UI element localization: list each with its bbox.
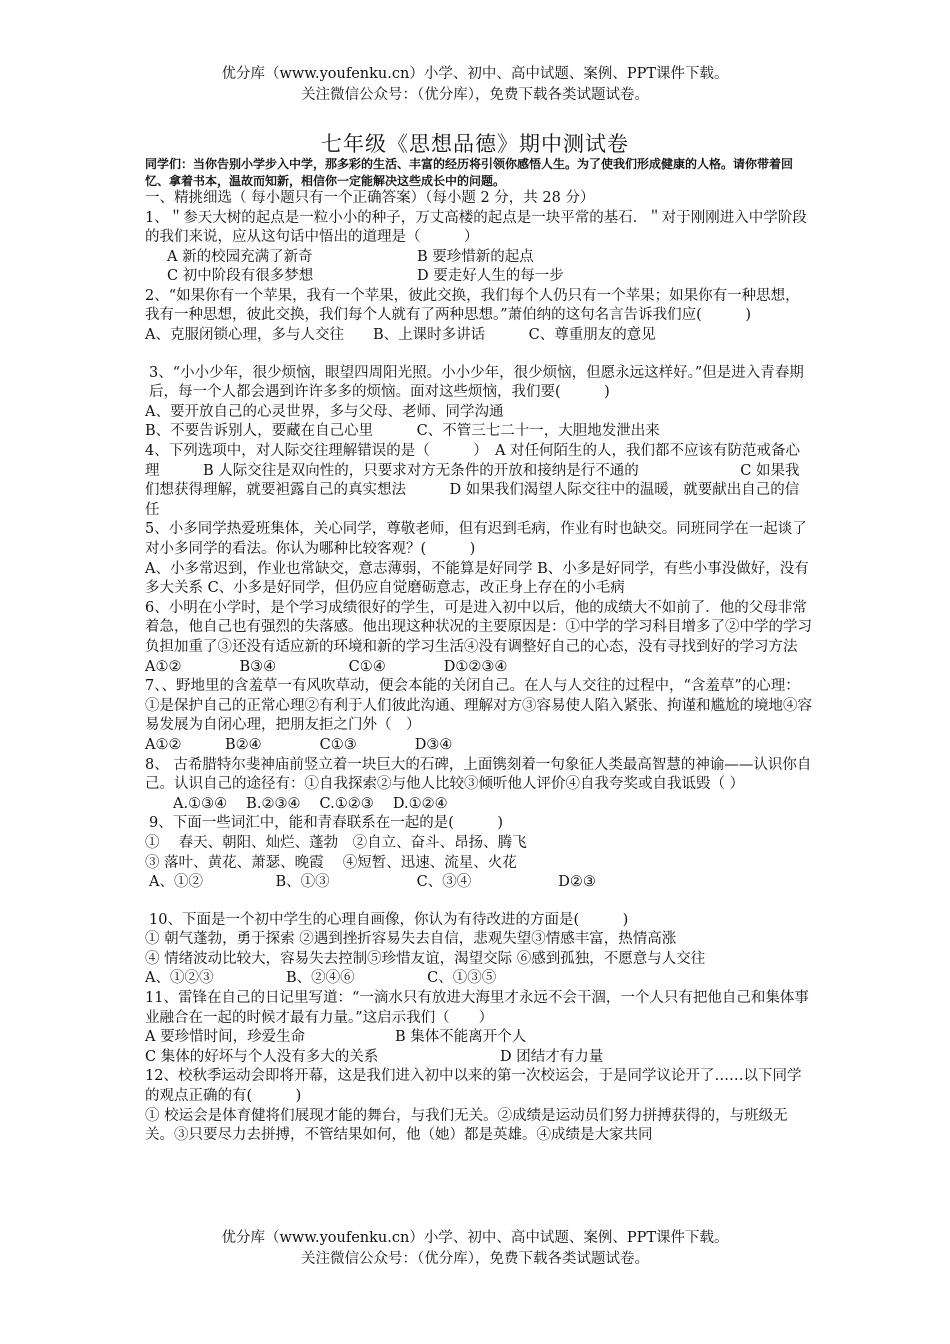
question-stem: 12、校秋季运动会即将开幕，这是我们进入初中以来的第一次校运会，于是同学议论开了……以下同学的观点正确的有( ): [145, 1068, 802, 1105]
question-body: ① 校运会是体育健将们展现才能的舞台，与我们无关。②成绩是运动员们努力拼搏获得的，与班级无关。③只要尽力去拼搏，不管结果如何，他（她）都是英雄。④成绩是大家共同: [145, 1107, 788, 1144]
statement-line-2: ④ 情绪波动比较大，容易失去控制⑤珍惜友谊，渴望交际 ⑥感到孤独，不愿意与人交往: [145, 950, 706, 967]
question-options: A①② B③④ C①④ D①②③④: [145, 658, 508, 675]
option-a: A、要开放自己的心灵世界，多与父母、老师、同学沟通: [145, 403, 504, 420]
page-footer: [0, 1228, 950, 1270]
question-body: 4、下列选项中，对人际交往理解错误的是（ ） A 对任何陌生的人，我们都不应该有防范戒备心理 B 人际交往是双向性的，只要求对方无条件的开放和接纳是行不通的 C 如果我们想获得理解，就要袒露自己的真实想法 D 如果我们渴望人际交往中的温暖，就要献出自己的信任: [145, 443, 801, 518]
intro-text: 同学们：当你告别小学步入中学，那多彩的生活、丰富的经历将引领你感悟人生。为了使我们形成健康的人格。请你带着回忆、拿着书本，温故而知新，相信你一定能解决这些成长中的问题。: [145, 157, 794, 188]
question-5: [145, 520, 813, 598]
footer-line-1: 优分库（www.youfenku.cn）小学、初中、高中试题、案例、PPT课件下载。: [221, 1230, 729, 1246]
question-stem: 7、、野地里的含羞草一有风吹草动，便会本能的关闭自己。在人与人交往的过程中，“含羞草”的心理：①是保护自己的正常心理②有利于人们彼此沟通、理解对方③容易使人陷入紧张、拘谨和尴尬的境地④容易发展为自闭心理，把朋友拒之门外（ ）: [145, 678, 812, 734]
question-2: [145, 287, 813, 346]
option-b-c: B、不要告诉别人，要藏在自己心里 C、不管三七二十一，大胆地发泄出来: [145, 423, 660, 440]
question-11: [145, 989, 813, 1067]
question-1: [145, 209, 813, 287]
question-options: A①② B②④ C①③ D③④: [145, 736, 453, 753]
header-line-2: 关注微信公众号：（优分库），免费下载各类试题试卷。: [301, 87, 649, 103]
section-heading: 一、精挑细选（ 每小题只有一个正确答案）（每小题 2 分，共 28 分）: [145, 190, 595, 206]
question-stem: 9、下面一些词汇中，能和青春联系在一起的是( ): [149, 815, 504, 832]
question-9: [145, 814, 813, 892]
question-stem: 3、“小小少年，很少烦恼，眼望四周阳光照。小小少年，很少烦恼，但愿永远这样好。”但是进入青春期后，每一个人都会遇到许许多多的烦恼。面对这些烦恼，我们要( ): [149, 364, 804, 401]
question-stem: 6、小明在小学时，是个学习成绩很好的学生，可是进入初中以后，他的成绩大不如前了．他的父母非常着急，他自己也有强烈的失落感。他出现这种状况的主要原因是：①中学的学习科目增多了②中学的学习负担加重了③还没有适应新的环境和新的学习生活④没有调整好自己的心态，没有寻找到好的学习方法: [145, 599, 812, 655]
question-options: A、①② B、①③ C、③④ D②③: [149, 874, 596, 891]
word-group-2: ③ 落叶、黄花、萧瑟、晚霞 ④短暂、迅速、流星、火花: [145, 854, 517, 871]
question-3: [145, 364, 813, 442]
option-b: B 集体不能离开个人: [395, 1029, 527, 1046]
question-6: [145, 599, 813, 677]
header-line-1: 优分库（www.youfenku.cn）小学、初中、高中试题、案例、PPT课件下载。: [221, 66, 729, 82]
question-4: [145, 442, 813, 520]
question-stem: 1、＂参天大树的起点是一粒小小的种子，万丈高楼的起点是一块平常的基石．＂对于刚刚进入中学阶段的我们来说，应从这句话中悟出的道理是（ ）: [145, 209, 807, 246]
question-options: A、克服闭锁心理，多与人交往 B、上课时多讲话 C、尊重朋友的意见: [145, 327, 656, 344]
exam-title: 七年级《思想品德》期中测试卷: [321, 132, 629, 156]
question-12: [145, 1067, 813, 1145]
question-stem: 11、雷锋在自己的日记里写道：“一滴水只有放进大海里才永远不会干涸，一个人只有把他自己和集体事业融合在一起的时候才最有力量。”这启示我们（ ）: [145, 990, 809, 1026]
option-d: D 团结才有力量: [500, 1048, 604, 1065]
question-stem: 8、 古希腊特尔斐神庙前竖立着一块巨大的石碑，上面镌刻着一句象征人类最高智慧的神谕——认识你自己。认识自己的途径有：①自我探索②与他人比较③倾听他人评价④自我夸奖或自我诋毁（ ）: [145, 756, 812, 793]
option-a: A 新的校园充满了新奇: [167, 248, 313, 265]
option-b: B 要珍惜新的起点: [417, 248, 534, 265]
page-header: [0, 64, 950, 106]
exam-body: [145, 156, 813, 1146]
question-stem: 5、小多同学热爱班集体，关心同学，尊敬老师，但有迟到毛病，作业有时也缺交。同班同学在一起谈了对小多同学的看法。你认为哪种比较客观？( ): [145, 521, 807, 557]
question-stem: 10、下面是一个初中学生的心理自画像，你认为有待改进的方面是( ): [149, 911, 629, 928]
footer-line-2: 关注微信公众号：（优分库），免费下载各类试题试卷。: [301, 1251, 649, 1267]
question-options: A.①③④ B.②③④ C.①②③ D.①②④: [173, 795, 448, 812]
option-c: C 初中阶段有很多梦想: [167, 268, 314, 285]
question-7: [145, 677, 813, 755]
question-options: A、小多常迟到，作业也常缺交，意志薄弱，不能算是好同学 B、小多是好同学，有些小事没做好，没有多大关系 C、小多是好同学，但仍应自觉磨砺意志，改正身上存在的小毛病: [145, 560, 809, 597]
option-a: A 要珍惜时间，珍爱生命: [145, 1029, 306, 1046]
question-10: [145, 911, 813, 989]
option-d: D 要走好人生的每一步: [417, 268, 564, 285]
question-8: [145, 756, 813, 815]
word-group-1: ① 春天、朝阳、灿烂、蓬勃 ②自立、奋斗、昂扬、腾飞: [145, 834, 527, 851]
question-options: A、①②③ B、②④⑥ C、①③⑤: [145, 970, 497, 987]
question-stem: 2、“如果你有一个苹果，我有一个苹果，彼此交换，我们每个人仍只有一个苹果；如果你有一种思想，我有一种思想，彼此交换，我们每个人就有了两种思想。”萧伯纳的这句名言告诉我们应( ): [145, 287, 800, 324]
option-c: C 集体的好坏与个人没有多大的关系: [145, 1048, 379, 1065]
statement-line-1: ① 朝气蓬勃，勇于探索 ②遇到挫折容易失去自信，悲观失望③情感丰富，热情高涨: [145, 931, 677, 948]
